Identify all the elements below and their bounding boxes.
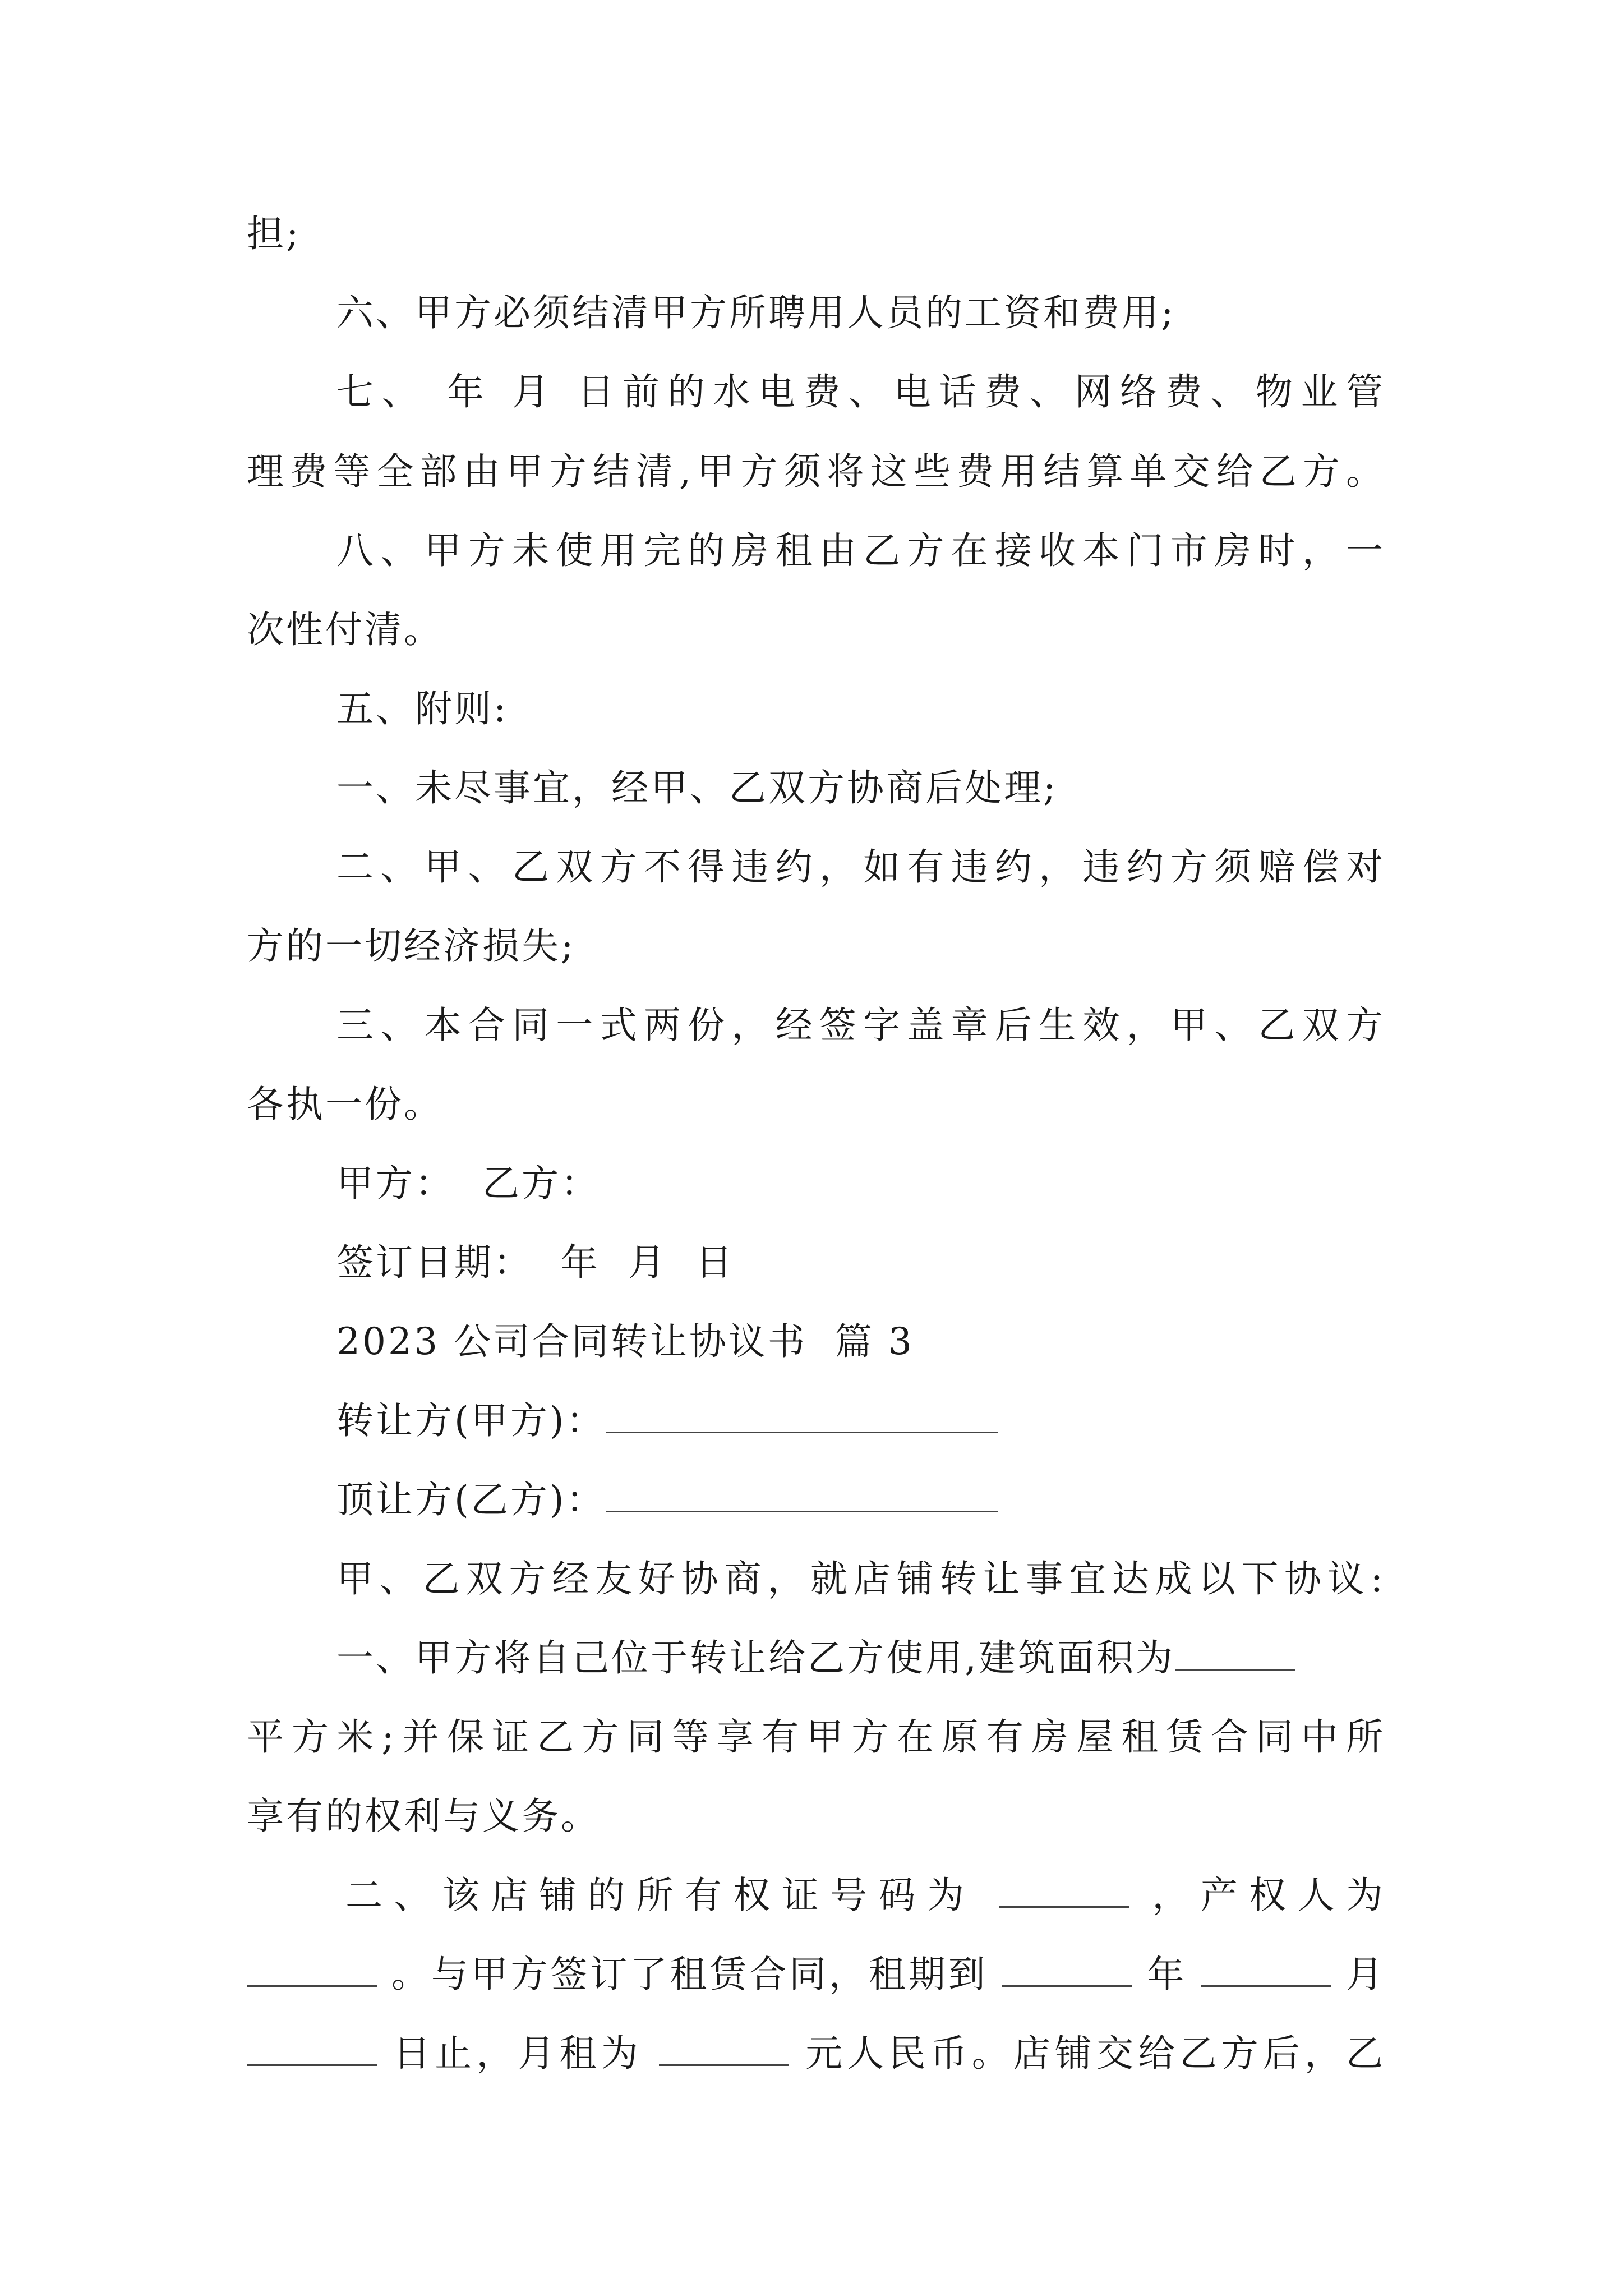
section-heading: 五、附则: xyxy=(336,687,509,730)
clause-two-line-3 xyxy=(247,2028,1385,2079)
text-line: 甲、乙双方经友好协商，就店铺转让事宜达成以下协议: xyxy=(336,1557,1385,1600)
text-line: 担; xyxy=(247,212,301,255)
clause-two-text-b: ，产权人为 xyxy=(1152,1874,1386,1917)
text-line: 方的一切经济损失; xyxy=(247,924,576,968)
text-line: 理费等全部由甲方结清,甲方须将这些费用结算单交给乙方。 xyxy=(247,450,1385,493)
year-label: 年 xyxy=(1147,1953,1187,1996)
text-line: 享有的权利与义务。 xyxy=(247,1795,600,1838)
month-label: 月 xyxy=(1346,1953,1386,1996)
clause-one-line xyxy=(336,1633,1385,1683)
certificate-number-blank[interactable] xyxy=(999,1872,1129,1908)
text-line: 次性付清。 xyxy=(247,608,443,651)
clause-two-text-d: 日止，月租为 xyxy=(393,2032,643,2075)
lease-day-blank[interactable] xyxy=(247,2031,377,2066)
signature-line: 甲方： 乙方： xyxy=(336,1162,600,1205)
clause-two-text-a: 二、该店铺的所有权证号码为 xyxy=(345,1874,976,1917)
transferee-label: 顶让方(乙方)： xyxy=(336,1478,606,1521)
owner-blank[interactable] xyxy=(247,1952,377,1987)
transferor-line xyxy=(336,1396,1385,1446)
document-title: 2023 公司合同转让协议书 篇 3 xyxy=(336,1320,914,1363)
text-line: 平方米;并保证乙方同等享有甲方在原有房屋租赁合同中所 xyxy=(247,1715,1385,1759)
text-line: 八、甲方未使用完的房租由乙方在接收本门市房时，一 xyxy=(336,529,1385,572)
text-line: 一、未尽事宜，经甲、乙双方协商后处理; xyxy=(336,766,1058,809)
signing-date-line: 签订日期： 年 月 日 xyxy=(336,1241,735,1284)
lease-month-blank[interactable] xyxy=(1201,1952,1331,1987)
text-line: 三、本合同一式两份，经签字盖章后生效，甲、乙双方 xyxy=(336,1004,1385,1047)
clause-two-text-e: 元人民币。店铺交给乙方后，乙 xyxy=(805,2032,1386,2075)
text-line: 六、甲方必须结清甲方所聘用人员的工资和费用; xyxy=(336,291,1176,334)
clause-two-line-1 xyxy=(345,1870,1385,1921)
transferee-line xyxy=(336,1475,1385,1525)
transferee-blank[interactable] xyxy=(606,1477,998,1512)
transferor-blank[interactable] xyxy=(606,1398,998,1433)
clause-two-line-2 xyxy=(247,1949,1385,2000)
text-line: 二、甲、乙双方不得违约，如有违约，违约方须赔偿对 xyxy=(336,845,1385,889)
text-line: 各执一份。 xyxy=(247,1083,443,1126)
lease-year-blank[interactable] xyxy=(1002,1952,1132,1987)
monthly-rent-blank[interactable] xyxy=(659,2031,789,2066)
clause-one-text: 一、甲方将自己位于转让给乙方使用,建筑面积为 xyxy=(336,1636,1175,1680)
clause-two-text-c: 。与甲方签订了租赁合同，租期到 xyxy=(391,1953,988,1996)
transferor-label: 转让方(甲方)： xyxy=(336,1399,606,1442)
area-blank[interactable] xyxy=(1175,1635,1295,1671)
text-line: 七、 年 月 日前的水电费、电话费、网络费、物业管 xyxy=(336,370,1385,413)
